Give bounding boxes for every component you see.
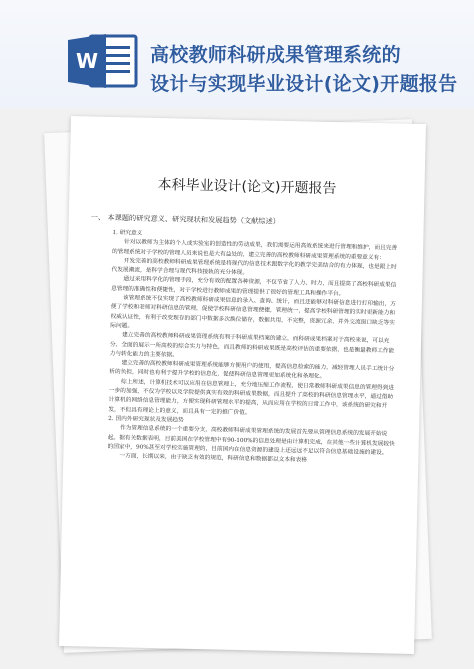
paragraph: 综上所述，计算机技术可以应用在信息管理上，充分地压缩工作流程，使日常教师科研成果信息的管理得到进一步的加强，不仅为学校以及学院提供真实有效的科研成果数据，而且提升了高校的科研信息管理水平，通过借助计算机的网络信息管理能力，方便实现科研管理水平的提高，从而应用在学校的日常工作中，该系统的研究和开发，不但具有理论上的意义，而且具有一定的推广价值。	[108, 378, 395, 416]
paragraph: 建立完善的高校教师科研成果管理系统能够方便用户的使用，提高信息检索的能力，减轻管理人员手工统计分析的负担，同时也有利于提升学校的信息化，促使科研信息管理更加系统化和条理化。	[109, 360, 395, 381]
paragraph: 作为管理信息系统的一个重要分支，高校教师科研成果管理系统的发展首先要从管理信息系统的发展开始说起。据有关数据表明，目前美国在学校管理中有90-100%的信息处理是由计算机完成，在其他一些计算机发展较快的国家中，90%甚至对学校实施管理的，目前国内在信息资源的建设上还远远不足以符合信息基础设施的建设。	[107, 425, 395, 457]
section-heading: 一、 本课题的研究意义、研究现状和发展趋势（文献综述）	[90, 212, 280, 226]
page-title-line-1: 高校教师科研成果管理系统的	[150, 44, 401, 66]
paragraph: 通过采用科学化的管理手段，充分有效的配置各种资源，不仅节省了人力、时力，而且提高了高校科研成果信息管理的准确性和便捷性，对于学校进行教师成果的管理提供了很好的管理工具和操作平台。	[111, 276, 397, 298]
page-title-line-2: 设计与实现毕业设计(论文)开题报告	[150, 73, 458, 95]
svg-text:W: W	[75, 49, 99, 73]
paragraph: 针对以教师为主体的个人或实验室的创造性的劳动成果，我们需要运用高效系统来进行管理和维护，而且完善的管理系统对于学校的管理人员来说也是大有益处的，建立完善的高校教师科研成果管理系统的重要意义有：	[111, 239, 398, 261]
paragraph: 开发完善的高校教师科研成果管理系统是将现代的信息技术跟数字化的教学完美结合的有力体现，也是跟上时代发展潮流，是科学合理与现代科技接轨的充分体现。	[111, 258, 397, 277]
header-banner	[0, 0, 474, 108]
document-title: 本科毕业设计(论文)开题报告	[157, 177, 337, 198]
subheading-research-significance: 1. 研究意义	[112, 230, 143, 237]
document-body	[90, 212, 403, 468]
paragraph: 该管理系统不仅实现了高校教师科研成果信息的录入、查询、统计，而且还能够对科研信息进行打印输出，方便了学校和老师对科研信息的管理，促使学校科研信息管理便捷，管理统一，提高学校科研管理的实时更新能力和权威认证性，有利于改变现存的部门中数据多次换位储存，数据共用，不完整，资源冗余，并外交流窗口缺乏等实际问题。	[110, 295, 396, 330]
word-document-icon	[66, 32, 140, 90]
paragraph: 建立完善的高校教师科研成果管理系统有利于科研成果档案的建立，而科研成果档案对于高校来说，可以充分、全面的展示一所高校的综合实力与特色，而且教师的科研成果既是高校评估的重要依据，也是衡量教师工作能力与转化能力的主要依据。	[109, 332, 395, 359]
subheading-research-status: 2. 国内外研究现状及发展趋势	[108, 415, 184, 424]
paragraph: 一方面，长期以来，由于缺乏有效的规范，科研信息和数据都以文本和表格	[119, 453, 308, 464]
document-page	[59, 116, 426, 654]
